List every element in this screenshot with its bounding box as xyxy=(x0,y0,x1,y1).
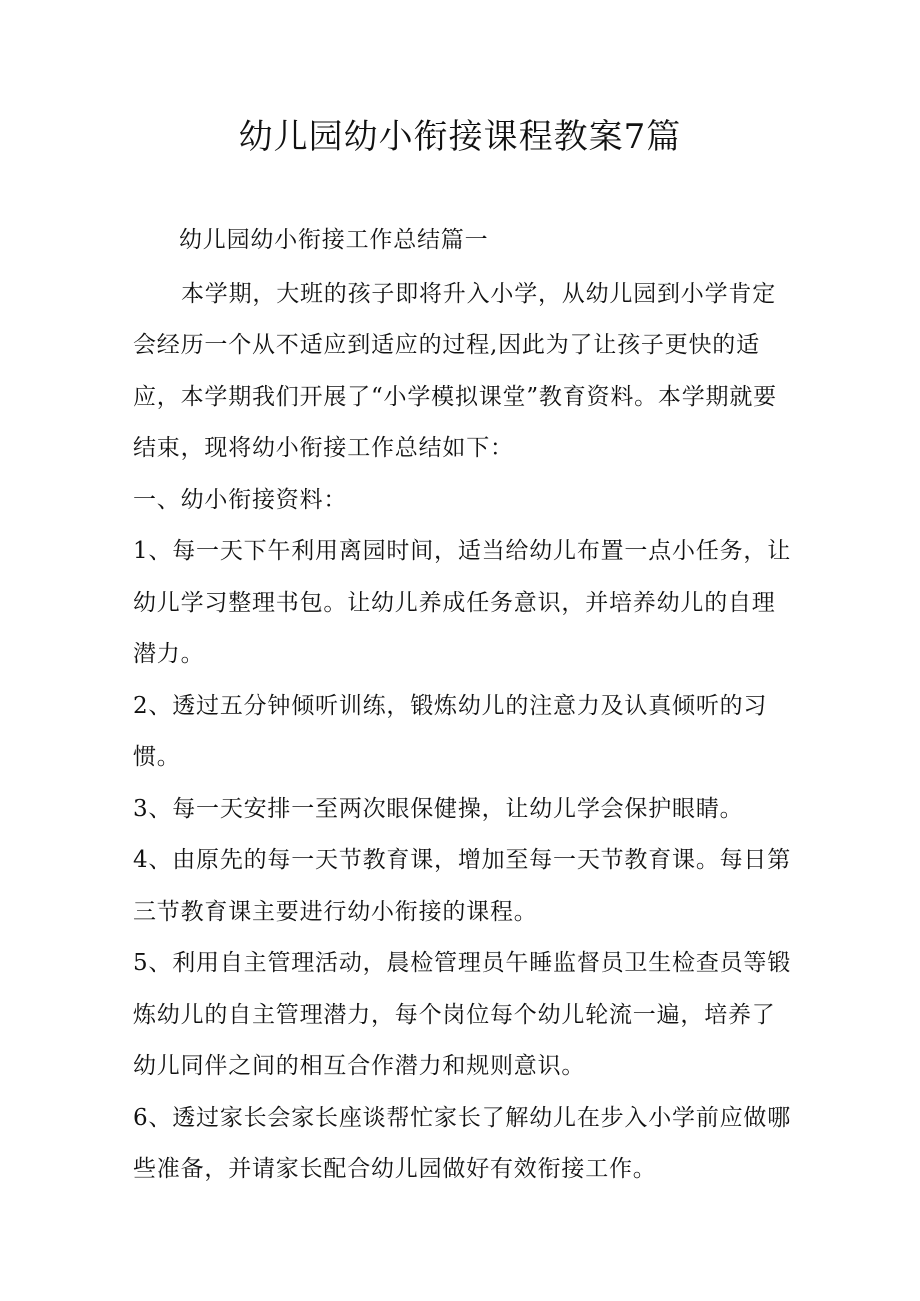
subheading: 一、幼小衔接资料： xyxy=(133,486,348,513)
document-title: 幼儿园幼小衔接课程教案7篇 xyxy=(238,117,682,157)
list-item: 3、每一天安排一至两次眼保健操，让幼儿学会保护眼睛。 xyxy=(133,795,744,822)
section-heading: 幼儿园幼小衔接工作总结篇一 xyxy=(179,227,489,253)
list-item: 6、透过家长会家长座谈帮忙家长了解幼儿在步入小学前应做哪些准备，并请家长配合幼儿园做好有效衔接工作。 xyxy=(133,1104,792,1182)
list-item: 5、利用自主管理活动，晨检管理员午睡监督员卫生检查员等锻炼幼儿的自主管理潜力，每个岗位每个幼儿轮流一遍，培养了幼儿同伴之间的相互合作潜力和规则意识。 xyxy=(133,950,792,1079)
document-body xyxy=(133,215,798,1196)
list-item: 1、每一天下午利用离园时间，适当给幼儿布置一点小任务，让幼儿学习整理书包。让幼儿养成任务意识，并培养幼儿的自理潜力。 xyxy=(133,538,792,667)
list-item: 2、透过五分钟倾听训练，锻炼幼儿的注意力及认真倾听的习惯。 xyxy=(133,692,768,770)
list-item: 4、由原先的每一天节教育课，增加至每一天节教育课。每日第三节教育课主要进行幼小衔接的课程。 xyxy=(133,847,792,925)
intro-paragraph: 本学期，大班的孩子即将升入小学，从幼儿园到小学肯定会经历一个从不适应到适应的过程,因此为了让孩子更快的适应，本学期我们开展了“小学模拟课堂”教育资料。本学期就要结束，现将幼小衔接工作总结如下： xyxy=(133,280,777,461)
